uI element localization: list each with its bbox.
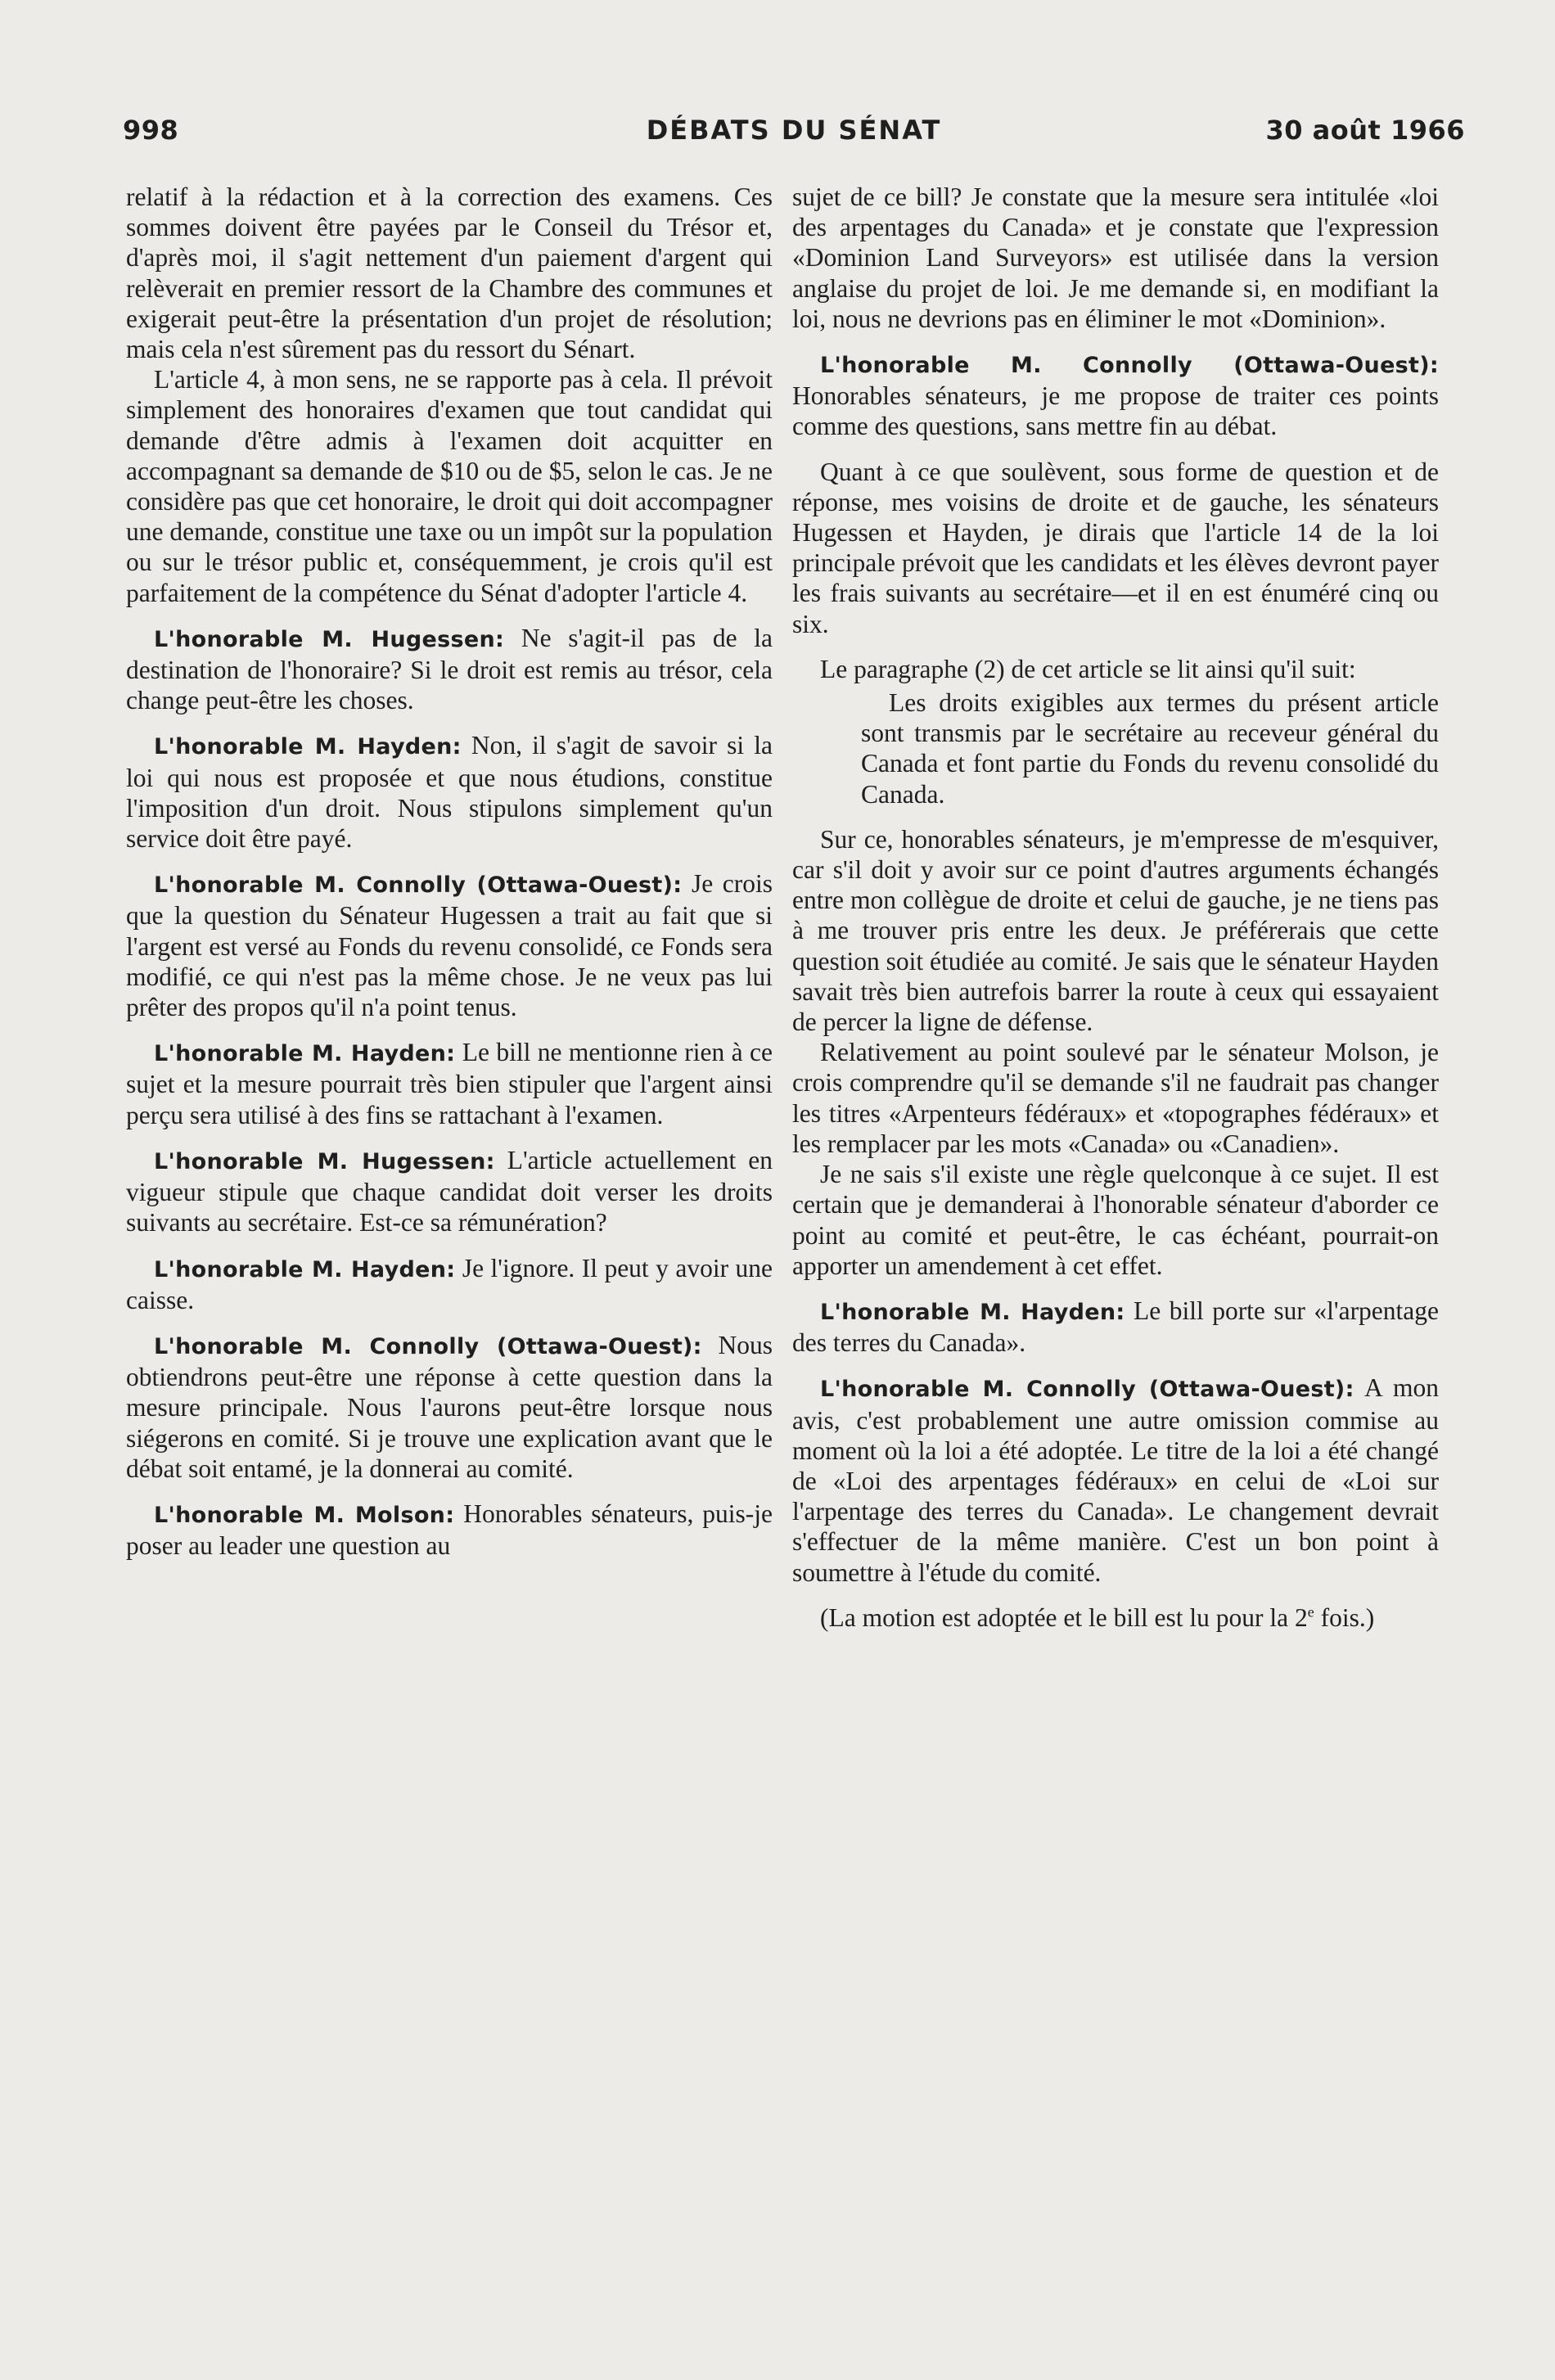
paragraph-text: Quant à ce que soulèvent, sous forme de question et de réponse, mes voisins de droite et de gauche, les sénateurs Hugessen et Hayden, je dirais que l'article 14 de la loi principale prévoit que les candidats et les élèves devront payer les frais suivants au secrétaire—et il en est énuméré cinq ou six. (792, 457, 1439, 638)
speaker-name: L'honorable M. Hayden: (154, 734, 462, 760)
speaker-name: L'honorable M. Hugessen: (154, 1148, 495, 1174)
speaker-name: L'honorable M. Hayden: (154, 1256, 456, 1282)
speech-paragraph (126, 1253, 773, 1315)
paragraph (792, 182, 1439, 334)
paragraph (792, 654, 1439, 684)
paragraph-text: Les droits exigibles aux termes du présent article sont transmis par le secrétaire au receveur général du Canada et font partie du Fonds du revenu consolidé du Canada. (861, 688, 1439, 809)
paragraph-text: Ne s'agit-il pas de la destination de l'honoraire? Si le droit est remis au trésor, cela change peut-être les choses. (126, 623, 773, 715)
speech-paragraph (126, 730, 773, 854)
paragraph-text: Honorables sénateurs, puis-je poser au leader une question au (126, 1499, 773, 1561)
paragraph-text: Non, il s'agit de savoir si la loi qui nous est proposée et que nous étudions, constitue l'imposition d'un droit. Nous stipulons simplement qu'un service doit être payé. (126, 731, 773, 854)
paragraph-text: A mon avis, c'est probablement une autre omission commise au moment où la loi a été adoptée. Le titre de la loi a été changé de «Loi des arpentages fédéraux» en celui de «Loi sur l'arpentage des terres du Canada». Le changement devrait s'effectuer de la même manière. C'est un bon point à soumettre à l'étude du comité. (792, 1373, 1440, 1587)
paragraph-text: Honorables sénateurs, je me propose de traiter ces points comme des questions, sans mettre fin au débat. (792, 381, 1439, 441)
paragraph-text: Je ne sais s'il existe une règle quelconque à ce sujet. Il est certain que je demanderai à l'honorable sénateur d'aborder ce point au comité et peut-être, le cas échéant, pourrait-on apporter un amendement à cet effet. (792, 1160, 1439, 1280)
paragraph (792, 457, 1439, 639)
paragraph-text: Le bill porte sur «l'arpentage des terres du Canada». (792, 1296, 1440, 1358)
paragraph (126, 364, 773, 608)
publication-title: DÉBATS DU SÉNAT (646, 115, 942, 146)
paragraph-text: Sur ce, honorables sénateurs, je m'empresse de m'esquiver, car s'il doit y avoir sur ce point d'autres arguments échangés entre mon collègue de droite et celui de gauche, je ne tiens pas à me trouver pris entre les deux. Je préférerais que cette question soit étudiée au comité. Je sais que le sénateur Hayden savait très bien autrefois barrer la route à ceux qui essayaient de percer la ligne de défense. (792, 824, 1439, 1037)
speech-paragraph (126, 1499, 773, 1561)
speech-paragraph (126, 1145, 773, 1238)
paragraph-text: Nous obtiendrons peut-être une réponse à cette question dans la mesure principale. Nous l'aurons peut-être lorsque nous siégerons en comité. Si je trouve une explication avant que le débat soit entamé, je la donnerai au comité. (126, 1330, 773, 1483)
speaker-name: L'honorable M. Connolly (Ottawa-Ouest): (820, 1377, 1354, 1403)
sitting-date: 30 août 1966 (1265, 115, 1465, 146)
paragraph (792, 824, 1439, 1037)
paragraph-text: Relativement au point soulevé par le sénateur Molson, je crois comprendre qu'il se demande s'il ne faudrait pas changer les titres «Arpenteurs fédéraux» et «topographes fédéraux» et les remplacer par les mots «Canada» ou «Canadien». (792, 1038, 1439, 1158)
speaker-name: L'honorable M. Connolly (Ottawa-Ouest): (154, 1333, 702, 1359)
paragraph-text: L'article actuellement en vigueur stipule que chaque candidat doit verser les droits suivants au secrétaire. Est-ce sa rémunération? (126, 1145, 773, 1237)
speaker-name: L'honorable M. Molson: (154, 1502, 455, 1528)
speech-paragraph (126, 1037, 773, 1130)
paragraph-text: Le bill ne mentionne rien à ce sujet et la mesure pourrait très bien stipuler que l'argent ainsi perçu sera utilisé à des fins se rattachant à l'examen. (126, 1038, 773, 1129)
speaker-name: L'honorable M. Hayden: (154, 1041, 456, 1067)
left-column (126, 182, 773, 1561)
speaker-name: L'honorable M. Hayden: (820, 1299, 1125, 1325)
speech-paragraph (792, 349, 1439, 442)
paragraph-text: (La motion est adoptée et le bill est lu pour la 2 (820, 1602, 1308, 1632)
paragraph-text: sujet de ce bill? Je constate que la mesure sera intitulée «loi des arpentages du Canada» et je constate que l'expression «Dominion Land Surveyors» est utilisée dans la version anglaise du projet de loi. Je me demande si, en modifiant la loi, nous ne devrions pas en éliminer le mot «Dominion». (792, 183, 1439, 333)
speaker-name: L'honorable M. Hugessen: (154, 626, 505, 652)
running-head (123, 115, 1465, 156)
ordinal-superscript: e (1307, 1603, 1314, 1620)
speech-paragraph (792, 1296, 1439, 1358)
paragraph (126, 182, 773, 364)
paragraph-text: Je crois que la question du Sénateur Hugessen a trait au fait que si l'argent est versé au Fonds du revenu consolidé, ce Fonds sera modifié, ce qui n'est pas la même chose. Je ne veux pas lui prêter des propos qu'il n'a point tenus. (126, 869, 773, 1022)
paragraph (792, 1037, 1439, 1159)
paragraph (792, 1159, 1439, 1281)
right-column (792, 182, 1439, 1633)
page-number: 998 (123, 115, 179, 146)
paragraph-text: Le paragraphe (2) de cet article se lit ainsi qu'il suit: (820, 654, 1356, 683)
speech-paragraph (126, 1330, 773, 1484)
paragraph-text-tail: fois.) (1314, 1602, 1375, 1632)
block-quote (861, 687, 1439, 809)
speaker-name: L'honorable M. Connolly (Ottawa-Ouest): (154, 872, 683, 899)
paragraph-text: relatif à la rédaction et à la correction des examens. Ces sommes doivent être payées par le Conseil du Trésor et, d'après moi, il s'agit nettement d'un paiement d'argent qui relèverait en premier ressort de la Chambre des communes et exigerait peut-être la présentation d'un projet de résolution; mais cela n'est sûrement pas du ressort du Sénart. (126, 183, 773, 364)
speech-paragraph (792, 1373, 1439, 1587)
paragraph-text: Je l'ignore. Il peut y avoir une caisse. (126, 1253, 773, 1314)
paragraph (792, 1602, 1439, 1633)
speaker-name: L'honorable M. Connolly (Ottawa-Ouest): (820, 353, 1439, 379)
speech-paragraph (126, 623, 773, 716)
speech-paragraph (126, 868, 773, 1022)
paragraph-text: L'article 4, à mon sens, ne se rapporte pas à cela. Il prévoit simplement des honoraires d'examen que tout candidat qui demande d'être admis à l'examen doit acquitter en accompagnant sa demande de $10 ou de $5, selon le cas. Je ne considère pas que cet honoraire, le droit qui doit accompagner une demande, constitue une taxe ou un impôt sur la population ou sur le trésor public et, conséquemment, je crois qu'il est parfaitement de la compétence du Sénat d'adopter l'article 4. (126, 365, 773, 607)
